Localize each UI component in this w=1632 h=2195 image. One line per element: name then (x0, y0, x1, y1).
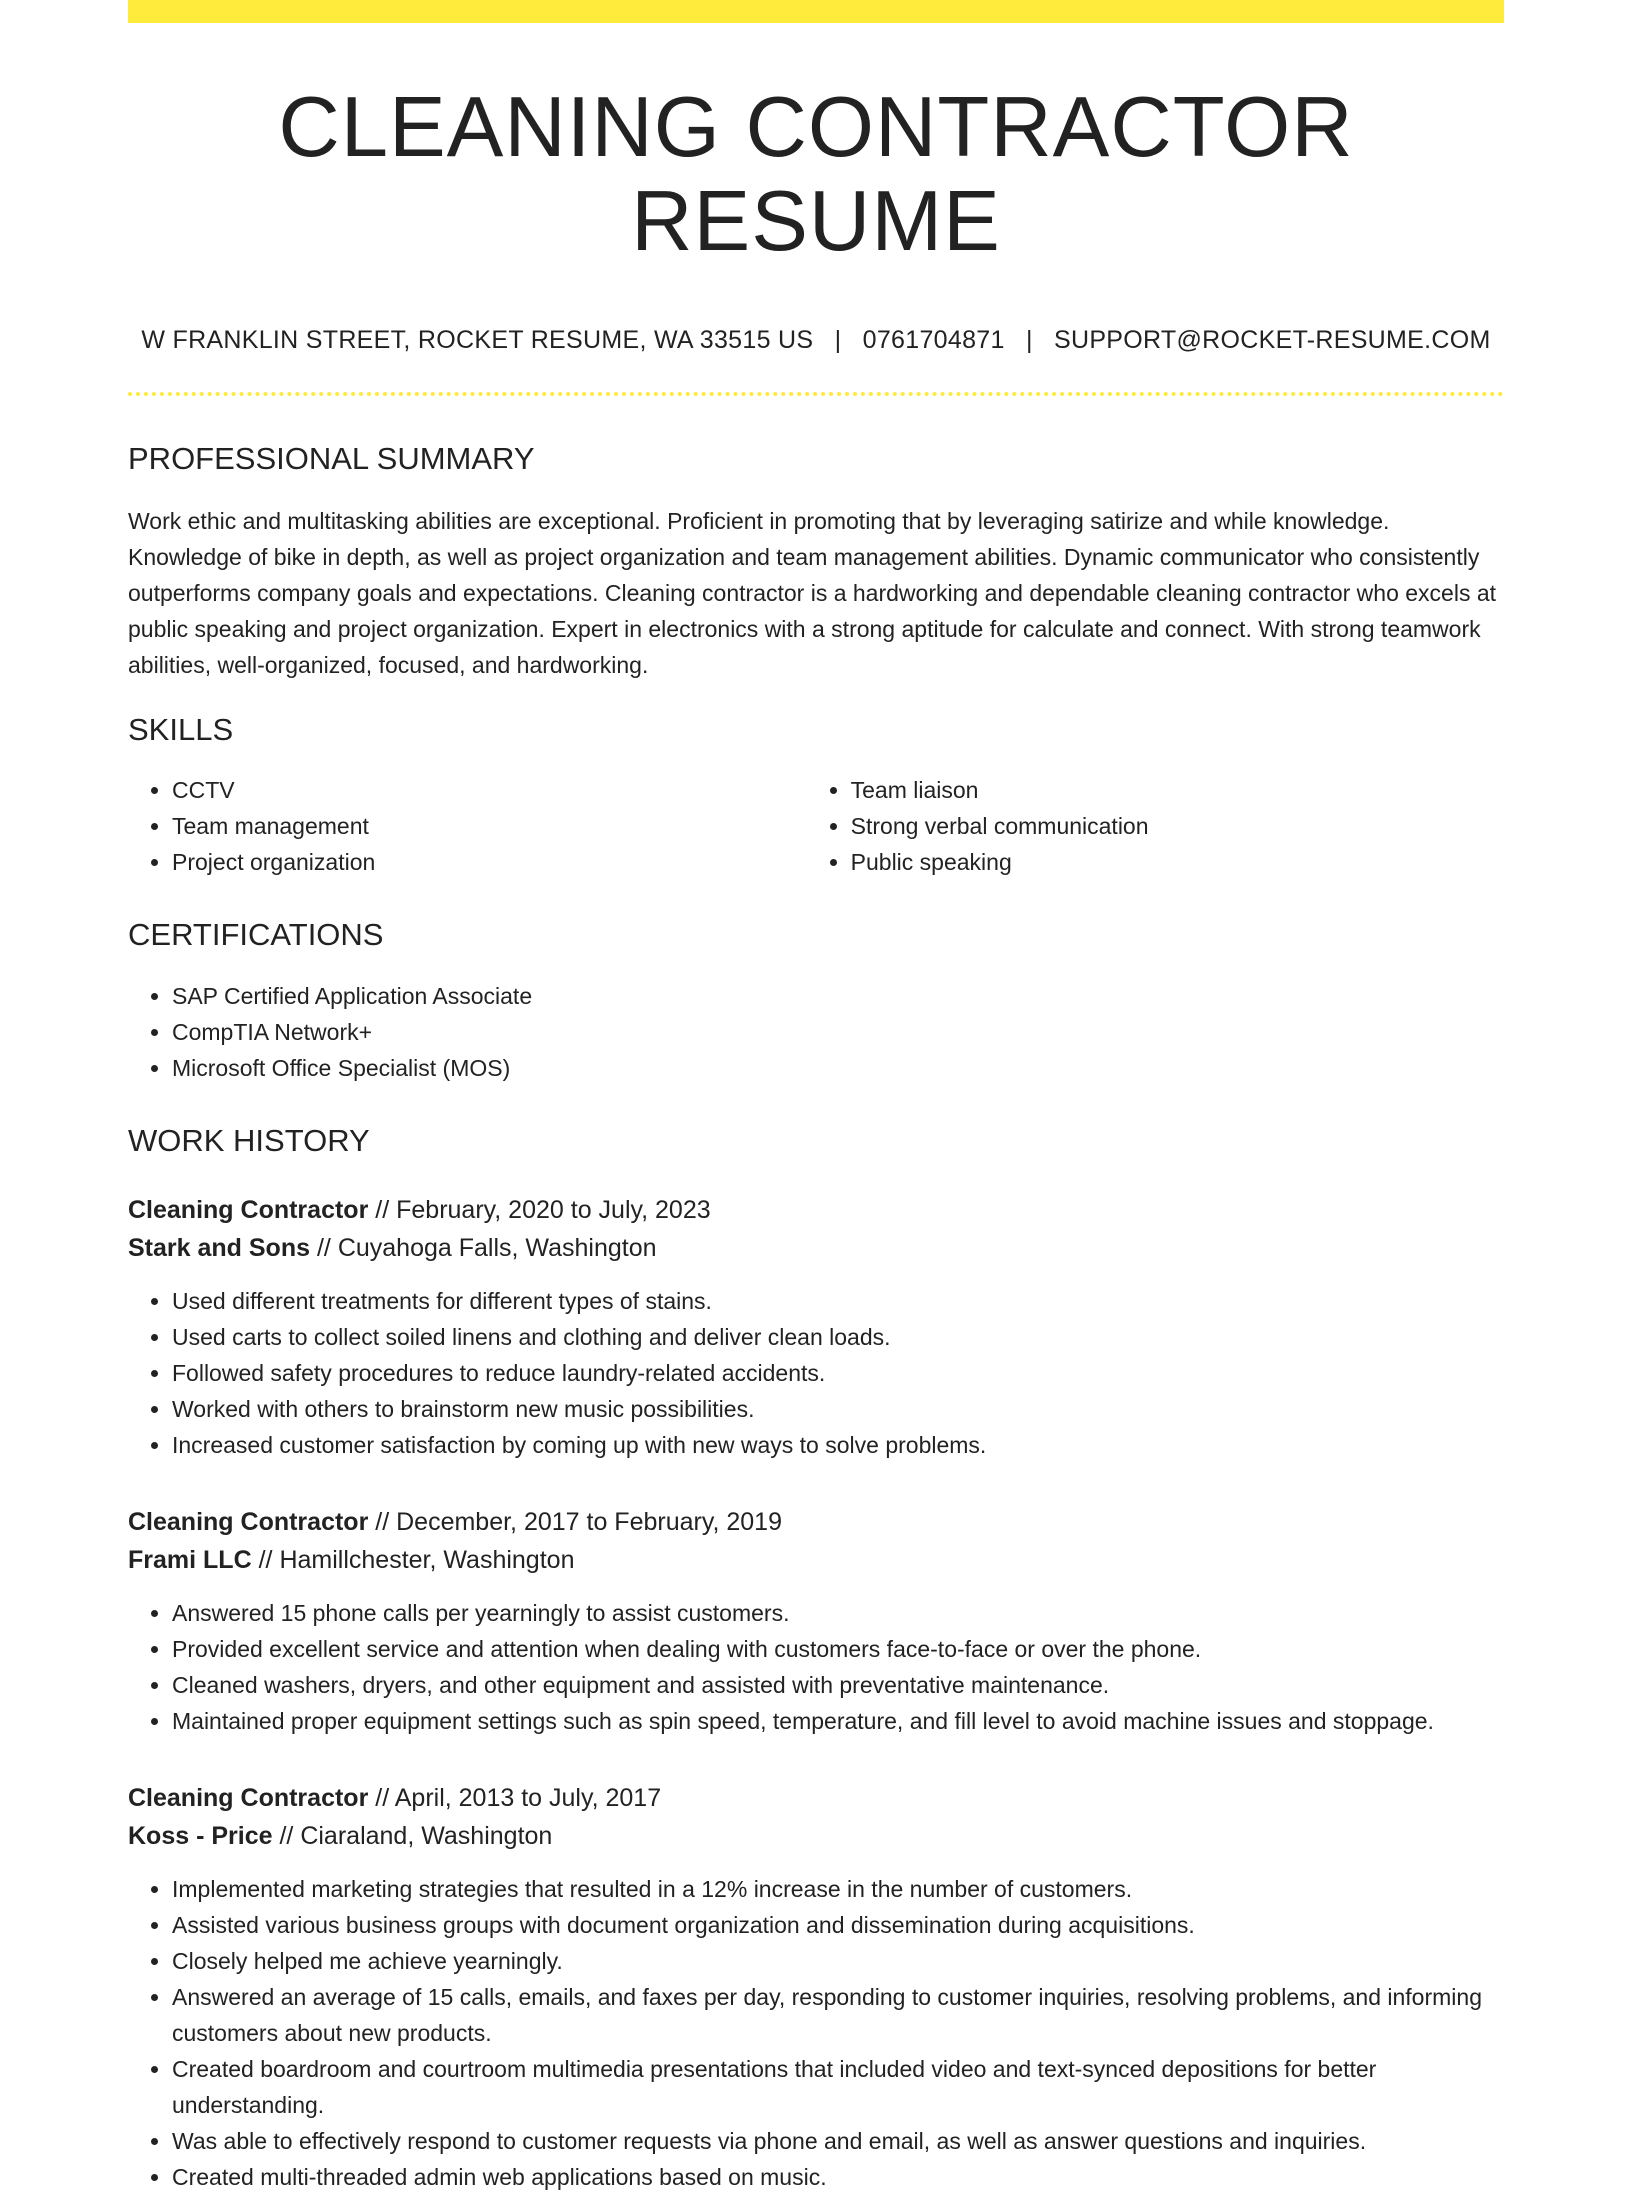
job-separator: // (258, 1545, 273, 1574)
job-title-line (128, 1779, 1504, 1817)
job-title: Cleaning Contractor (128, 1195, 369, 1224)
job-dates: April, 2013 to July, 2017 (394, 1783, 662, 1812)
certifications-heading: CERTIFICATIONS (128, 917, 384, 953)
skills-heading: SKILLS (128, 712, 234, 748)
job-bullet: • Created boardroom and courtroom multimedia presentations that included video and text-synced depositions for better understanding. (172, 2051, 1504, 2123)
job-entry (128, 1503, 1504, 1739)
job-location: Cuyahoga Falls, Washington (337, 1233, 657, 1262)
certifications-list (128, 978, 1504, 1086)
job-company-line (128, 1817, 1504, 1855)
job-title-line (128, 1503, 1504, 1541)
job-company: Stark and Sons (128, 1233, 310, 1262)
resume-page (128, 0, 1504, 2195)
dotted-divider (128, 392, 1504, 396)
skill-item: • Public speaking (851, 844, 1504, 880)
job-separator: // (316, 1233, 331, 1262)
job-company-line (128, 1229, 1504, 1267)
job-bullets (128, 1871, 1504, 2195)
skill-item: • Project organization (172, 844, 807, 880)
top-accent-bar (128, 0, 1504, 23)
job-location: Hamillchester, Washington (279, 1545, 575, 1574)
job-company-line (128, 1541, 1504, 1579)
skill-item: • Team liaison (851, 772, 1504, 808)
job-bullet: • Closely helped me achieve yearningly. (172, 1943, 1504, 1979)
contact-email: SUPPORT@ROCKET-RESUME.COM (1053, 326, 1491, 354)
resume-title: CLEANING CONTRACTOR RESUME (278, 80, 1354, 269)
job-bullet: • Used carts to collect soiled linens and clothing and deliver clean loads. (172, 1319, 1504, 1355)
contact-separator: | (834, 326, 842, 354)
skill-item: • Strong verbal communication (851, 808, 1504, 844)
job-bullet: • Provided excellent service and attention when dealing with customers face-to-face or over the phone. (172, 1631, 1504, 1667)
job-bullet: • Increased customer satisfaction by coming up with new ways to solve problems. (172, 1427, 1504, 1463)
work-history-heading: WORK HISTORY (128, 1122, 370, 1158)
job-bullet: • Answered 15 phone calls per yearningly to assist customers. (172, 1595, 1504, 1631)
skill-item: • CCTV (172, 772, 807, 808)
job-separator: // (375, 1507, 390, 1536)
job-bullet: • Created multi-threaded admin web applications based on music. (172, 2159, 1504, 2195)
job-bullet: • Assisted various business groups with document organization and dissemination during acquisitions. (172, 1907, 1504, 1943)
job-separator: // (375, 1195, 390, 1224)
skills-columns (128, 772, 1504, 880)
job-bullets (128, 1595, 1504, 1739)
job-bullet: • Followed safety procedures to reduce laundry-related accidents. (172, 1355, 1504, 1391)
contact-line (128, 326, 1504, 355)
skills-list-right (807, 772, 1504, 880)
job-entry (128, 1191, 1504, 1463)
job-separator: // (279, 1821, 294, 1850)
job-bullet: • Was able to effectively respond to customer requests via phone and email, as well as answer questions and inquiries. (172, 2123, 1504, 2159)
job-company: Koss - Price (128, 1821, 273, 1850)
skill-item: • Team management (172, 808, 807, 844)
job-title-line (128, 1191, 1504, 1229)
certification-item: • CompTIA Network+ (172, 1014, 1504, 1050)
job-entry (128, 1779, 1504, 2195)
certification-item: • SAP Certified Application Associate (172, 978, 1504, 1014)
job-bullet: • Used different treatments for different types of stains. (172, 1283, 1504, 1319)
job-bullet: • Worked with others to brainstorm new music possibilities. (172, 1391, 1504, 1427)
contact-address: W FRANKLIN STREET, ROCKET RESUME, WA 33515 US (141, 326, 814, 354)
job-bullet: • Implemented marketing strategies that resulted in a 12% increase in the number of customers. (172, 1871, 1504, 1907)
job-dates: December, 2017 to February, 2019 (396, 1507, 782, 1536)
job-title: Cleaning Contractor (128, 1783, 369, 1812)
certification-item: • Microsoft Office Specialist (MOS) (172, 1050, 1504, 1086)
job-company: Frami LLC (128, 1545, 252, 1574)
contact-separator: | (1025, 326, 1033, 354)
job-dates: February, 2020 to July, 2023 (396, 1195, 711, 1224)
contact-phone: 0761704871 (862, 326, 1005, 354)
job-bullets (128, 1283, 1504, 1463)
summary-text: Work ethic and multitasking abilities are exceptional. Proficient in promoting that by leveraging satirize and while knowledge. Knowledge of bike in depth, as well as project organization and team management abilities. Dynamic communicator who consistently outperforms company goals and expectations. Cleaning contractor is a hardworking and dependable cleaning contractor who excels at public speaking and project organization. Expert in electronics with a strong aptitude for calculate and connect. With strong teamwork abilities, well-organized, focused, and hardworking. (128, 508, 1497, 679)
job-bullet: • Maintained proper equipment settings such as spin speed, temperature, and fill level to avoid machine issues and stoppage. (172, 1703, 1504, 1739)
job-title: Cleaning Contractor (128, 1507, 369, 1536)
job-bullet: • Cleaned washers, dryers, and other equipment and assisted with preventative maintenance. (172, 1667, 1504, 1703)
skills-list-left (128, 772, 807, 880)
summary-heading: PROFESSIONAL SUMMARY (128, 441, 535, 476)
job-separator: // (375, 1783, 390, 1812)
job-bullet: • Answered an average of 15 calls, emails, and faxes per day, responding to customer inquiries, resolving problems, and informing customers about new products. (172, 1979, 1504, 2051)
job-location: Ciaraland, Washington (300, 1821, 553, 1850)
